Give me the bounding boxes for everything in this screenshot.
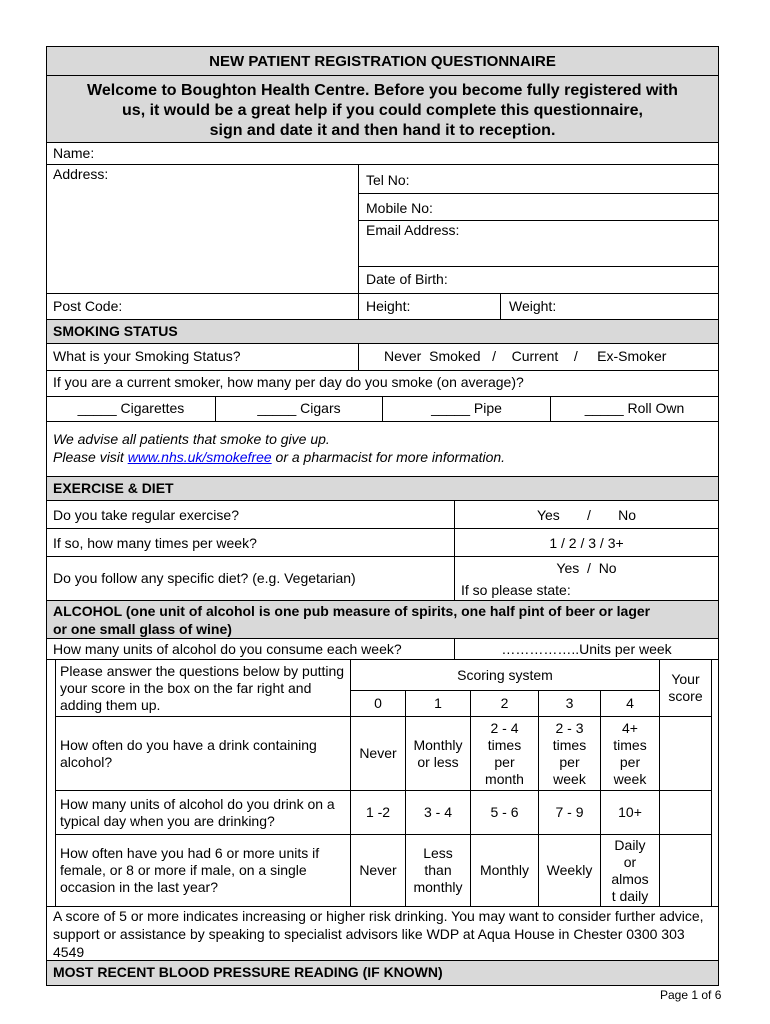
cigars-field[interactable]: _____ Cigars — [257, 400, 341, 416]
alcohol-q2-score-box[interactable] — [660, 791, 711, 834]
mobile-label[interactable]: Mobile No: — [366, 200, 433, 216]
roll-own-field[interactable]: _____ Roll Own — [584, 400, 685, 416]
alcohol-q3-answer-4: Daily or almos t daily — [611, 836, 649, 904]
alcohol-question-1: How often do you have a drink containing alcohol? — [60, 736, 317, 770]
smoking-advice-line-2 — [53, 449, 505, 466]
score-header-3: 3 — [565, 695, 574, 711]
your-score-label: Your score — [668, 671, 703, 704]
tel-label[interactable]: Tel No: — [366, 172, 410, 188]
alcohol-instructions: Please answer the questions below by putting your score in the box on the far right and adding them up. — [60, 662, 345, 713]
welcome-line-1: Welcome to Boughton Health Centre. Before you become fully registered with — [87, 82, 678, 99]
alcohol-heading-line-1: ALCOHOL (one unit of alcohol is one pub measure of spirits, one half pint of beer or lager — [53, 603, 651, 619]
alcohol-q3-answer-0: Never — [359, 862, 397, 878]
cigarettes-field[interactable]: _____ Cigarettes — [77, 400, 185, 416]
smoking-advice-line-1: We advise all patients that smoke to give up. — [53, 431, 330, 447]
alcohol-q1-answer-1: Monthly or less — [413, 736, 463, 770]
exercise-heading: EXERCISE & DIET — [53, 480, 174, 496]
nhs-smokefree-link[interactable]: www.nhs.uk/smokefree — [127, 449, 272, 465]
smoking-per-day-question: If you are a current smoker, how many per day do you smoke (on average)? — [53, 374, 524, 390]
advice-prefix: Please visit — [53, 449, 128, 465]
smoking-heading: SMOKING STATUS — [53, 323, 178, 339]
alcohol-heading-line-2: or one small glass of wine) — [53, 621, 232, 637]
alcohol-q2-answer-4: 10+ — [618, 804, 642, 820]
alcohol-q1-answer-2: 2 - 4 times per month — [485, 719, 524, 787]
alcohol-advice: A score of 5 or more indicates increasing or higher risk drinking. You may want to consider further advice, support or assistance by speaking to specialist advisors like WDP at Aqua House in Chester 0300 303 4549 — [53, 908, 704, 960]
postcode-label[interactable]: Post Code: — [53, 298, 123, 314]
pipe-field[interactable]: _____ Pipe — [431, 400, 502, 416]
exercise-question-1: Do you take regular exercise? — [53, 507, 239, 523]
advice-suffix: or a pharmacist for more information. — [271, 449, 506, 465]
score-header-4: 4 — [626, 695, 634, 711]
alcohol-q3-answer-2: Monthly — [479, 862, 530, 878]
name-label[interactable]: Name: — [53, 145, 95, 161]
diet-answer[interactable]: Yes / No — [556, 560, 617, 576]
score-header-1: 1 — [434, 695, 442, 711]
exercise-question-2: If so, how many times per week? — [53, 535, 257, 551]
welcome-line-2: us, it would be a great help if you could complete this questionnaire, — [122, 102, 643, 119]
blood-pressure-heading: MOST RECENT BLOOD PRESSURE READING (IF KNOWN) — [53, 964, 443, 980]
alcohol-q3-answer-1: Less than monthly — [413, 845, 463, 895]
diet-state-label[interactable]: If so please state: — [461, 582, 571, 598]
alcohol-q3-score-box[interactable] — [660, 835, 711, 906]
diet-question: Do you follow any specific diet? (e.g. Vegetarian) — [53, 570, 356, 586]
smoking-status-question: What is your Smoking Status? — [53, 348, 241, 364]
alcohol-units-answer[interactable]: ……………..Units per week — [501, 641, 672, 657]
alcohol-q1-score-box[interactable] — [660, 717, 711, 790]
email-label[interactable]: Email Address: — [366, 222, 460, 238]
alcohol-q2-answer-3: 7 - 9 — [555, 804, 584, 820]
alcohol-q1-answer-4: 4+ times per week — [613, 719, 647, 787]
page-number: Page 1 of 6 — [660, 988, 722, 1002]
alcohol-q1-answer-3: 2 - 3 times per week — [552, 719, 587, 787]
score-header-2: 2 — [500, 695, 509, 711]
alcohol-question-3: How often have you had 6 or more units if female, or 8 or more if male, on a single occasion in the last year? — [60, 845, 320, 895]
exercise-answer-1[interactable]: Yes / No — [536, 507, 637, 523]
smoking-status-options[interactable]: Never Smoked / Current / Ex-Smoker — [384, 348, 667, 364]
score-header-0: 0 — [374, 695, 382, 711]
form-title: NEW PATIENT REGISTRATION QUESTIONNAIRE — [209, 53, 556, 70]
alcohol-q2-answer-0: 1 -2 — [365, 804, 391, 820]
address-label[interactable]: Address: — [53, 166, 109, 182]
alcohol-q2-answer-1: 3 - 4 — [423, 804, 452, 820]
alcohol-question-2: How many units of alcohol do you drink on a typical day when you are drinking? — [60, 795, 335, 829]
alcohol-units-question: How many units of alcohol do you consume each week? — [53, 641, 402, 657]
alcohol-q1-answer-0: Never — [359, 745, 397, 761]
weight-label[interactable]: Weight: — [509, 298, 557, 314]
height-label[interactable]: Height: — [366, 298, 411, 314]
scoring-system-label: Scoring system — [457, 666, 553, 683]
exercise-answer-2[interactable]: 1 / 2 / 3 / 3+ — [549, 535, 624, 551]
alcohol-q2-answer-2: 5 - 6 — [490, 804, 519, 820]
welcome-line-3: sign and date it and then hand it to reception. — [209, 122, 556, 139]
dob-label[interactable]: Date of Birth: — [366, 271, 448, 287]
alcohol-q3-answer-3: Weekly — [546, 862, 593, 878]
